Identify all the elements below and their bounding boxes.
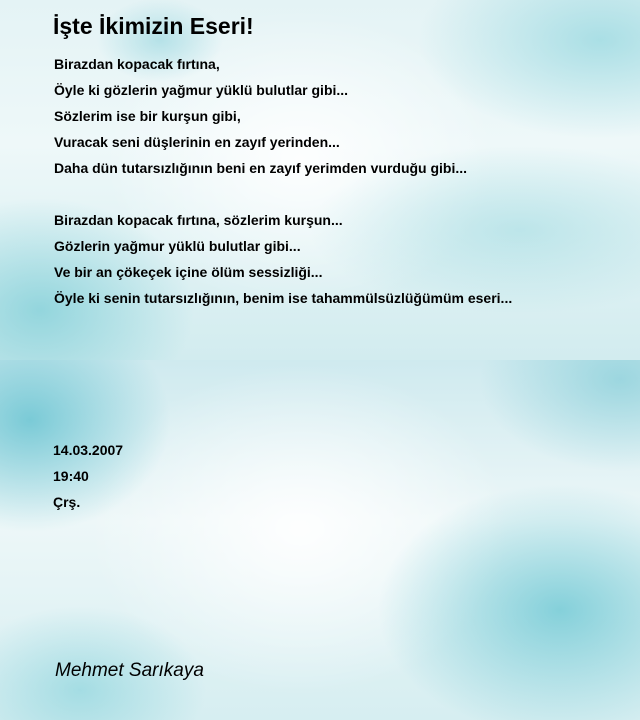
poem-time: 19:40 bbox=[53, 468, 89, 484]
poem-title: İşte İkimizin Eseri! bbox=[53, 13, 254, 39]
poem-line: Sözlerim ise bir kurşun gibi, bbox=[54, 108, 241, 124]
poem-line: Daha dün tutarsızlığının beni en zayıf yerimden vurduğu gibi... bbox=[54, 160, 468, 176]
poem-line: Gözlerin yağmur yüklü bulutlar gibi... bbox=[54, 238, 301, 254]
poem-line: Öyle ki senin tutarsızlığının, benim ise tahammülsüzlüğümüm eseri... bbox=[54, 290, 513, 306]
date-block bbox=[53, 437, 123, 515]
poem-line: Öyle ki gözlerin yağmur yüklü bulutlar gibi... bbox=[54, 82, 349, 98]
poem-day: Çrş. bbox=[53, 494, 81, 510]
stanza-1 bbox=[54, 51, 467, 181]
poem-line: Vuracak seni düşlerinin en zayıf yerinden... bbox=[54, 134, 340, 150]
poem-panel-bottom bbox=[0, 360, 640, 720]
stanza-2 bbox=[54, 207, 512, 311]
poem-line: Birazdan kopacak fırtına, bbox=[54, 56, 220, 72]
author-signature: Mehmet Sarıkaya bbox=[55, 660, 204, 681]
poem-line: Birazdan kopacak fırtına, sözlerim kurşun... bbox=[54, 212, 343, 228]
poem-line: Ve bir an çökeçek içine ölüm sessizliği... bbox=[54, 264, 323, 280]
poem-date: 14.03.2007 bbox=[53, 442, 124, 458]
